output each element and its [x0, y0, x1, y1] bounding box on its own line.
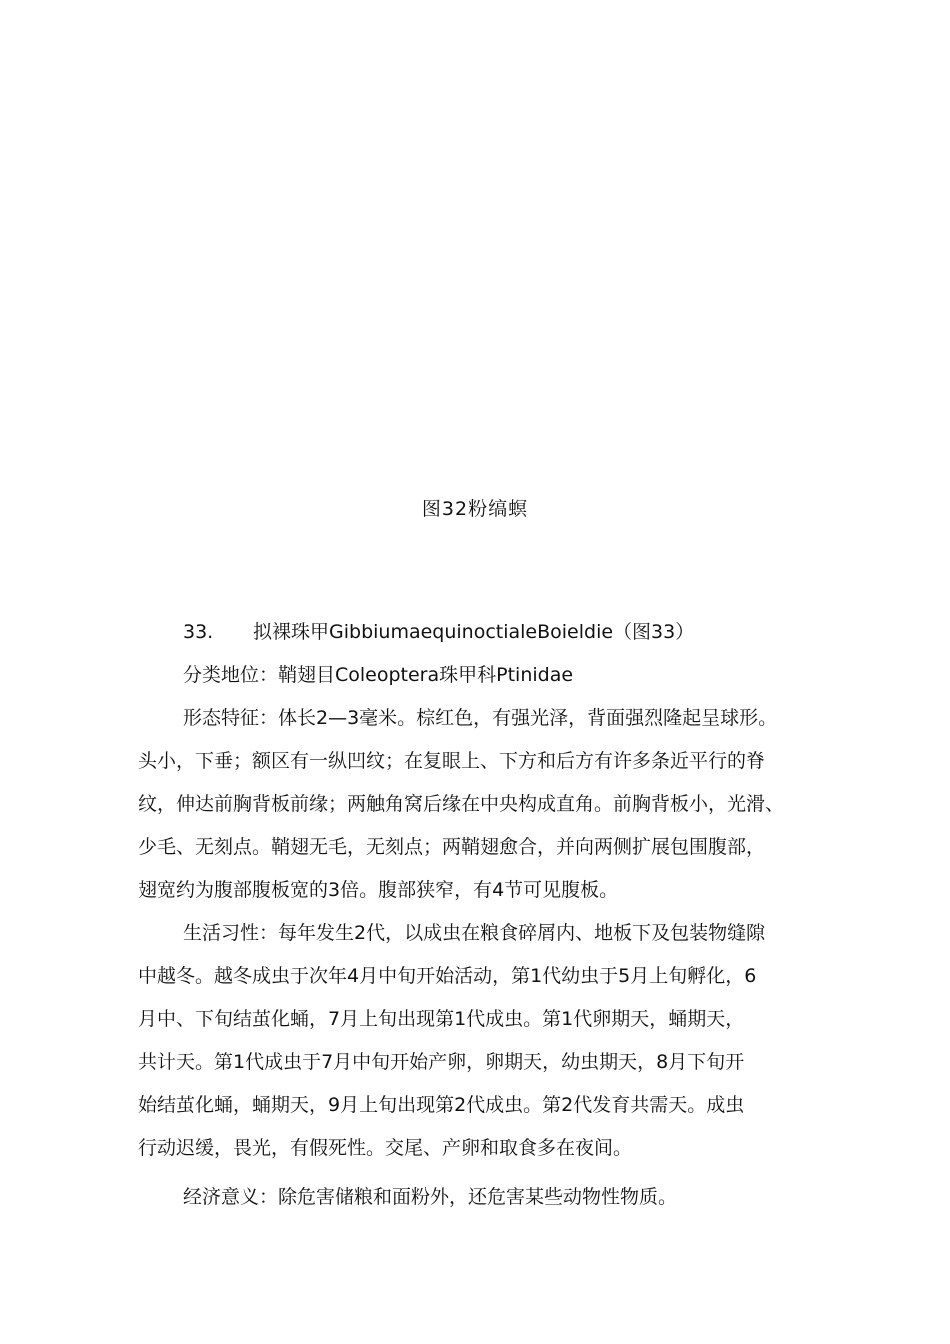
classification-line: 分类地位：鞘翅目Coleoptera珠甲科Ptinidae: [183, 664, 574, 686]
morphology-paragraph: [138, 697, 838, 912]
paragraph-line: 生活习性：每年发生2代，以成虫在粮食碎屑内、地板下及包装物缝隙: [183, 922, 766, 944]
paragraph-line: 形态特征：体长2—3毫米。棕红色，有强光泽，背面强烈隆起呈球形。: [183, 707, 778, 729]
entry-number: 33.: [183, 621, 214, 643]
paragraph-line: 少毛、无刻点。鞘翅无毛，无刻点；两鞘翅愈合，并向两侧扩展包围腹部，: [138, 836, 766, 858]
paragraph-line: 月中、下旬结茧化蛹，7月上旬出现第1代成虫。第1代卵期天，蛹期天，: [138, 1008, 745, 1030]
paragraph-line: 头小，下垂；额区有一纵凹纹；在复眼上、下方和后方有许多条近平行的脊: [138, 750, 766, 772]
entry-title: 拟裸珠甲GibbiumaequinoctialeBoieldie（图33）: [253, 621, 695, 643]
paragraph-line: 共计天。第1代成虫于7月中旬开始产卵，卵期天，幼虫期天，8月下旬开: [138, 1051, 745, 1073]
paragraph-line: 纹，伸达前胸背板前缘；两触角窝后缘在中央构成直角。前胸背板小，光滑、: [138, 793, 785, 815]
species-entry: [138, 611, 838, 1219]
figure-caption: 图32粉缟螟: [421, 498, 529, 520]
entry-heading: [138, 611, 838, 654]
paragraph-line: 中越冬。越冬成虫于次年4月中旬开始活动，第1代幼虫于5月上旬孵化，6: [138, 965, 757, 987]
habits-paragraph: [138, 912, 838, 1170]
economic-significance-line: 经济意义：除危害储粮和面粉外，还危害某些动物性物质。: [183, 1186, 678, 1208]
paragraph-line: 行动迟缓，畏光，有假死性。交尾、产卵和取食多在夜间。: [138, 1137, 633, 1159]
paragraph-line: 翅宽约为腹部腹板宽的3倍。腹部狭窄，有4节可见腹板。: [138, 879, 619, 901]
paragraph-line: 始结茧化蛹，蛹期天，9月上旬出现第2代成虫。第2代发育共需天。成虫: [138, 1094, 745, 1116]
